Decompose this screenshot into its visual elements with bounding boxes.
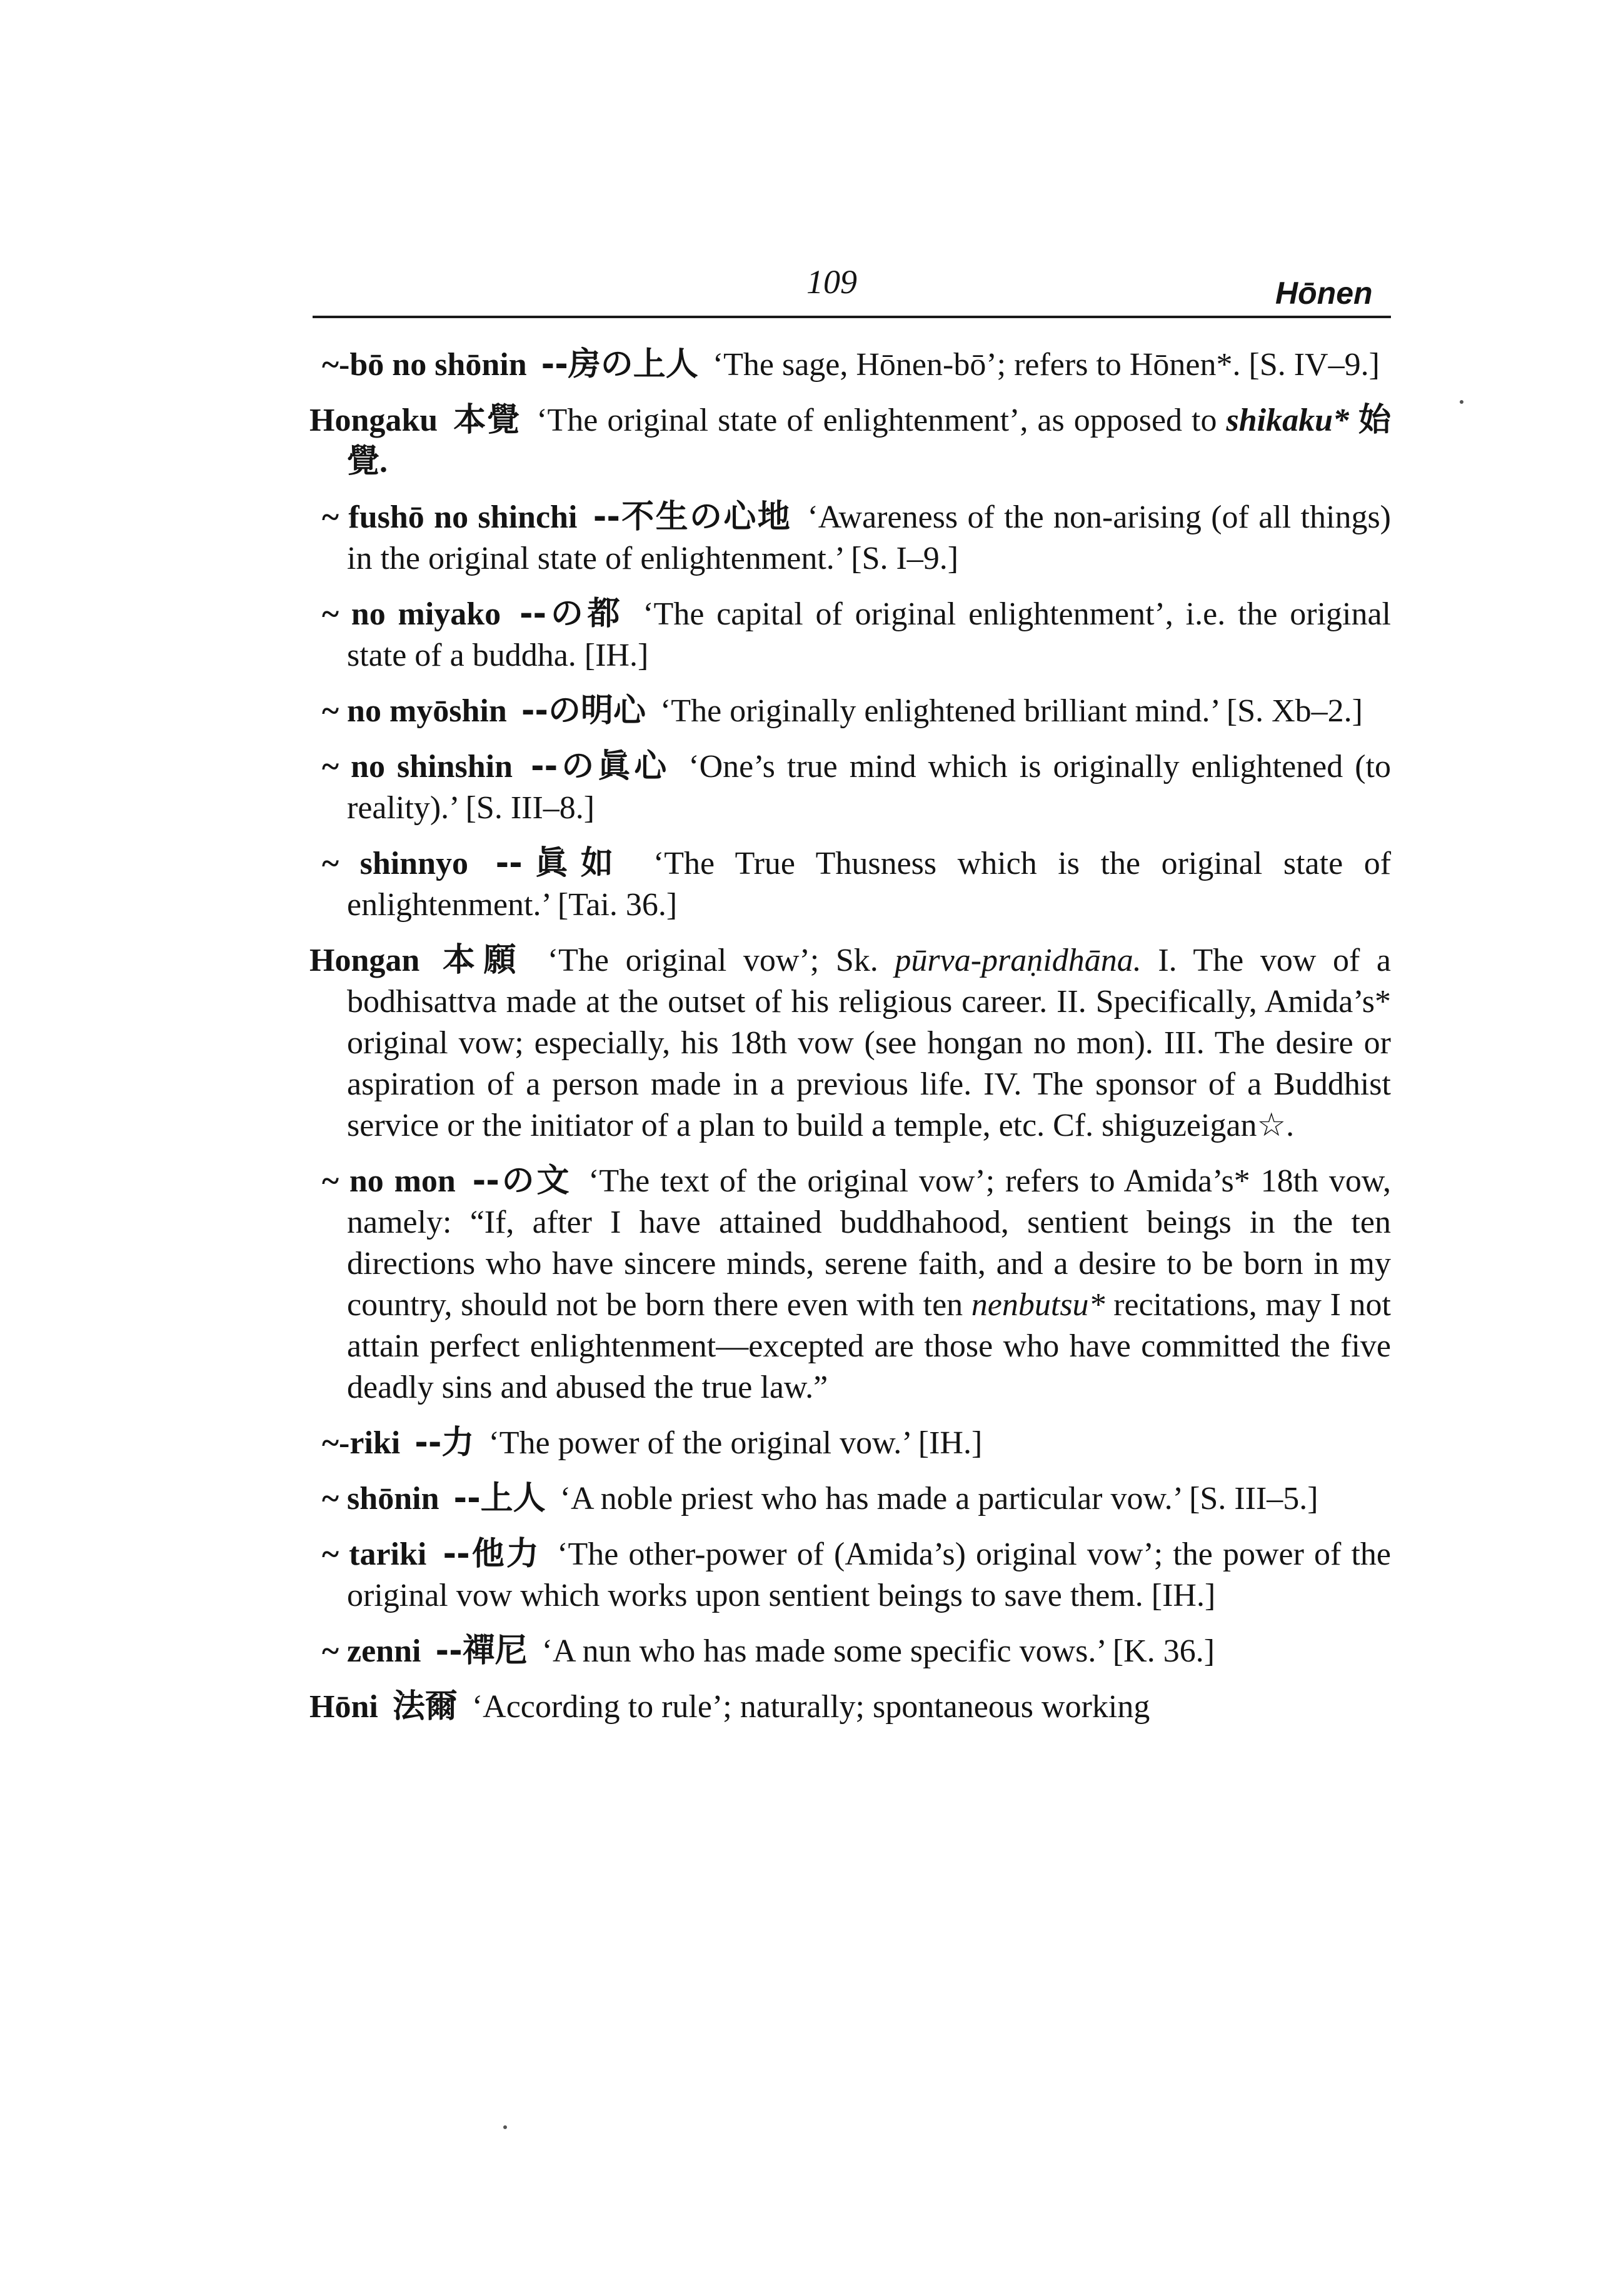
cross-reference: nenbutsu*	[971, 1287, 1105, 1323]
header-rule	[313, 316, 1391, 318]
definition: ‘The sage, Hōnen-bō’; refers to Hōnen*. [S. IV–9.]	[712, 347, 1380, 383]
definition: ‘The original vow’; Sk.	[547, 943, 895, 978]
entry-hongan	[309, 940, 1391, 1146]
headword: ~ tariki	[322, 1537, 427, 1572]
definition: ‘A noble priest who has made a particular vow.’ [S. III–5.]	[560, 1481, 1318, 1516]
definition-tail: 始覺.	[347, 403, 1392, 479]
kanji: --禪尼	[435, 1632, 528, 1670]
kanji: --の明心	[521, 692, 646, 729]
kanji: 本覺	[453, 401, 521, 439]
entry-honi	[309, 1686, 1391, 1728]
kanji: --眞如	[495, 845, 626, 882]
cross-reference: shikaku*	[1226, 403, 1350, 438]
headword: ~ shōnin	[322, 1481, 439, 1516]
definition: ‘The original state of enlightenment’, as opposed to	[536, 403, 1227, 438]
kanji: --不生の心地	[593, 498, 792, 536]
definition: ‘The other-power of (Amida’s) original vow’; the power of the original vow which works upon sentient beings to save them. [IH.]	[347, 1537, 1391, 1613]
headword: ~ shinnyo	[322, 846, 469, 881]
headword: ~ no myōshin	[322, 693, 507, 729]
kanji: --力	[414, 1424, 474, 1461]
definition-tail: I. The vow of a bodhisattva made at the outset of his religious career. II. Specifically, Amida’s* original vow; especially, his 18th vow (see hongan no mon). III. The desire or aspiration of a person made in a previous life. IV. The sponsor of a Buddhist service or the initiator of a plan to build a temple, etc. Cf. shiguzeigan☆.	[347, 943, 1392, 1143]
headword: ~ zenni	[322, 1633, 421, 1669]
entry-no-miyako	[322, 593, 1391, 676]
entry-no-myoshin	[322, 690, 1391, 732]
entry-fusho-no-shinchi	[322, 496, 1391, 579]
definition: ‘According to rule’; naturally; spontaneous working	[471, 1689, 1150, 1725]
definition: ‘The capital of original enlightenment’, i.e. the original state of a buddha. [IH.]	[347, 596, 1392, 673]
definition: ‘One’s true mind which is originally enlightened (to reality).’ [S. III–8.]	[347, 749, 1391, 826]
entry-bo-no-shonin	[322, 344, 1391, 386]
definition: ‘A nun who has made some specific vows.’ [K. 36.]	[541, 1633, 1215, 1669]
definition: ‘The True Thusness which is the original state of enlightenment.’ [Tai. 36.]	[347, 846, 1392, 923]
kanji: --房の上人	[541, 346, 698, 383]
entry-no-mon	[322, 1160, 1391, 1408]
entry-shinnyo	[322, 843, 1391, 926]
kanji: --上人	[453, 1480, 546, 1517]
kanji: 本願	[442, 941, 525, 979]
kanji: --の都	[519, 595, 625, 633]
kanji: 法爾	[392, 1688, 458, 1725]
definition: ‘The originally enlightened brilliant mind.’ [S. Xb–2.]	[660, 693, 1363, 729]
scan-speck	[1460, 400, 1463, 404]
kanji: --の眞心	[531, 748, 671, 785]
page-number: 109	[806, 263, 857, 301]
entry-riki	[322, 1422, 1391, 1464]
headword: Hongan	[309, 943, 420, 978]
headword: ~-riki	[322, 1425, 401, 1461]
entry-zenni	[322, 1630, 1391, 1672]
headword: Hongaku	[309, 403, 438, 438]
entry-hongaku	[309, 399, 1391, 483]
entry-tariki	[322, 1533, 1391, 1617]
headword: Hōni	[309, 1689, 378, 1725]
running-head: Hōnen	[1275, 276, 1373, 311]
dictionary-body	[309, 344, 1391, 1742]
kanji: --他力	[443, 1535, 541, 1573]
scan-speck	[503, 2125, 507, 2129]
definition: ‘Awareness of the non-arising (of all things) in the original state of enlightenment.’ [S. I–9.]	[347, 499, 1392, 576]
entry-shonin	[322, 1478, 1391, 1520]
headword: ~ fushō no shinchi	[322, 499, 578, 535]
headword: ~ no shinshin	[322, 749, 513, 785]
definition: ‘The text of the original vow’; refers to Amida’s* 18th vow, namely: “If, after I have attained buddhahood, sentient beings in the ten directions who have sincere minds, serene faith, and a desire to be born in my country, should not be born there even with ten	[347, 1163, 1392, 1323]
sanskrit-term: pūrva-praṇidhāna.	[895, 943, 1142, 978]
definition: ‘The power of the original vow.’ [IH.]	[488, 1425, 983, 1461]
definition-tail: recitations, may I not attain perfect enlightenment—excepted are those who have committed the five deadly sins and abused the true law.”	[347, 1287, 1391, 1405]
headword: ~-bō no shōnin	[322, 347, 527, 383]
kanji: --の文	[472, 1162, 572, 1200]
headword: ~ no miyako	[322, 596, 501, 632]
headword: ~ no mon	[322, 1163, 456, 1199]
entry-no-shinshin	[322, 746, 1391, 829]
